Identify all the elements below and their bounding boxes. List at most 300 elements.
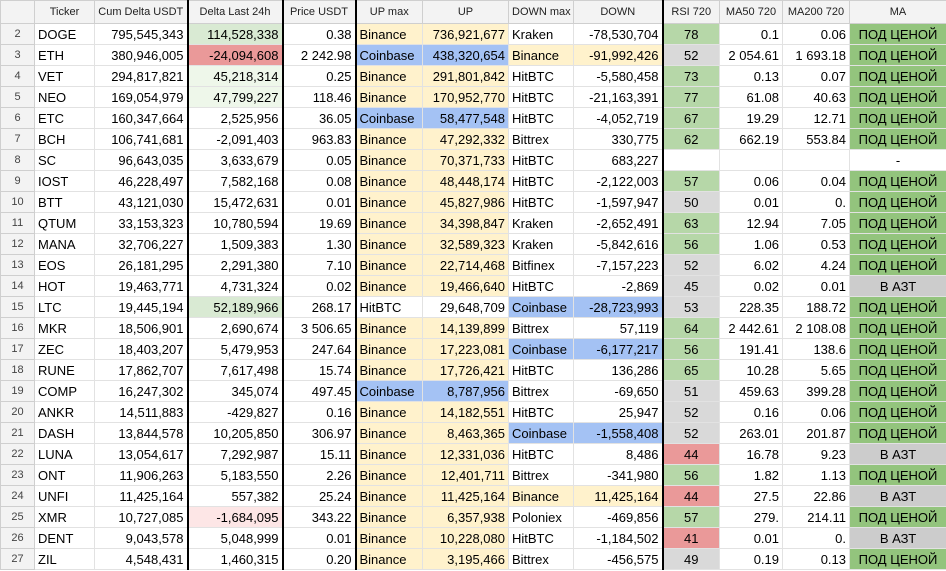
- cell-ma50[interactable]: 0.16: [720, 402, 783, 423]
- cell-ma200[interactable]: [783, 150, 850, 171]
- cell-up[interactable]: 12,331,036: [423, 444, 509, 465]
- cell-cum-delta[interactable]: 11,906,263: [95, 465, 188, 486]
- cell-up[interactable]: 10,228,080: [423, 528, 509, 549]
- cell-cum-delta[interactable]: 11,425,164: [95, 486, 188, 507]
- cell-down[interactable]: -5,580,458: [574, 66, 663, 87]
- cell-up[interactable]: 8,787,956: [423, 381, 509, 402]
- cell-delta-24h[interactable]: 1,460,315: [188, 549, 283, 570]
- column-header-down[interactable]: DOWN: [574, 1, 663, 24]
- cell-ma200[interactable]: 138.6: [783, 339, 850, 360]
- column-header-down-max[interactable]: DOWN max: [509, 1, 574, 24]
- row-number[interactable]: 5: [1, 87, 35, 108]
- cell-rsi[interactable]: 78: [663, 24, 720, 45]
- cell-ma50[interactable]: 10.28: [720, 360, 783, 381]
- cell-up[interactable]: 47,292,332: [423, 129, 509, 150]
- cell-ma[interactable]: ПОД ЦЕНОЙ: [850, 318, 946, 339]
- cell-cum-delta[interactable]: 169,054,979: [95, 87, 188, 108]
- cell-up-max[interactable]: Binance: [356, 255, 423, 276]
- cell-cum-delta[interactable]: 380,946,005: [95, 45, 188, 66]
- cell-ma[interactable]: ПОД ЦЕНОЙ: [850, 507, 946, 528]
- cell-up[interactable]: 17,223,081: [423, 339, 509, 360]
- cell-delta-24h[interactable]: 7,582,168: [188, 171, 283, 192]
- cell-ma50[interactable]: 0.01: [720, 528, 783, 549]
- cell-ma200[interactable]: 4.24: [783, 255, 850, 276]
- cell-ma200[interactable]: 214.11: [783, 507, 850, 528]
- cell-rsi[interactable]: 51: [663, 381, 720, 402]
- cell-down[interactable]: -2,652,491: [574, 213, 663, 234]
- cell-rsi[interactable]: 41: [663, 528, 720, 549]
- cell-rsi[interactable]: 63: [663, 213, 720, 234]
- cell-down[interactable]: -28,723,993: [574, 297, 663, 318]
- cell-rsi[interactable]: 53: [663, 297, 720, 318]
- cell-rsi[interactable]: 62: [663, 129, 720, 150]
- cell-ma200[interactable]: 1.13: [783, 465, 850, 486]
- cell-delta-24h[interactable]: -429,827: [188, 402, 283, 423]
- cell-down[interactable]: 683,227: [574, 150, 663, 171]
- cell-cum-delta[interactable]: 46,228,497: [95, 171, 188, 192]
- cell-delta-24h[interactable]: 5,048,999: [188, 528, 283, 549]
- cell-rsi[interactable]: 73: [663, 66, 720, 87]
- cell-ma50[interactable]: 228.35: [720, 297, 783, 318]
- cell-down-max[interactable]: Kraken: [509, 24, 574, 45]
- row-number[interactable]: 22: [1, 444, 35, 465]
- cell-up-max[interactable]: Binance: [356, 507, 423, 528]
- cell-ma200[interactable]: 0.: [783, 528, 850, 549]
- cell-up[interactable]: 14,139,899: [423, 318, 509, 339]
- cell-up-max[interactable]: Binance: [356, 213, 423, 234]
- cell-up-max[interactable]: Binance: [356, 192, 423, 213]
- cell-ma50[interactable]: 19.29: [720, 108, 783, 129]
- cell-ticker[interactable]: DASH: [35, 423, 95, 444]
- cell-down-max[interactable]: HitBTC: [509, 150, 574, 171]
- cell-ticker[interactable]: MKR: [35, 318, 95, 339]
- cell-up-max[interactable]: Binance: [356, 465, 423, 486]
- cell-ma[interactable]: -: [850, 150, 946, 171]
- cell-up-max[interactable]: Coinbase: [356, 108, 423, 129]
- cell-ma[interactable]: ПОД ЦЕНОЙ: [850, 234, 946, 255]
- cell-up-max[interactable]: Binance: [356, 66, 423, 87]
- cell-ma200[interactable]: 1 693.18: [783, 45, 850, 66]
- column-header-ma50[interactable]: MA50 720: [720, 1, 783, 24]
- cell-price[interactable]: 7.10: [283, 255, 356, 276]
- cell-down[interactable]: -1,184,502: [574, 528, 663, 549]
- cell-price[interactable]: 19.69: [283, 213, 356, 234]
- cell-ma50[interactable]: 27.5: [720, 486, 783, 507]
- cell-ma200[interactable]: 0.04: [783, 171, 850, 192]
- cell-ma[interactable]: ПОД ЦЕНОЙ: [850, 213, 946, 234]
- cell-ma50[interactable]: 0.1: [720, 24, 783, 45]
- cell-down[interactable]: 136,286: [574, 360, 663, 381]
- cell-up-max[interactable]: Binance: [356, 402, 423, 423]
- cell-ticker[interactable]: ETC: [35, 108, 95, 129]
- cell-ma50[interactable]: 0.06: [720, 171, 783, 192]
- cell-ma50[interactable]: 0.01: [720, 192, 783, 213]
- cell-price[interactable]: 247.64: [283, 339, 356, 360]
- cell-ticker[interactable]: BTT: [35, 192, 95, 213]
- cell-up-max[interactable]: Coinbase: [356, 381, 423, 402]
- cell-down-max[interactable]: Coinbase: [509, 297, 574, 318]
- cell-ticker[interactable]: SC: [35, 150, 95, 171]
- cell-ma[interactable]: ПОД ЦЕНОЙ: [850, 171, 946, 192]
- cell-ma50[interactable]: 459.63: [720, 381, 783, 402]
- row-number[interactable]: 25: [1, 507, 35, 528]
- cell-cum-delta[interactable]: 19,445,194: [95, 297, 188, 318]
- cell-down-max[interactable]: HitBTC: [509, 171, 574, 192]
- cell-ma50[interactable]: 16.78: [720, 444, 783, 465]
- cell-delta-24h[interactable]: -1,684,095: [188, 507, 283, 528]
- cell-down[interactable]: 25,947: [574, 402, 663, 423]
- cell-delta-24h[interactable]: 3,633,679: [188, 150, 283, 171]
- cell-price[interactable]: 3 506.65: [283, 318, 356, 339]
- cell-down[interactable]: -91,992,426: [574, 45, 663, 66]
- cell-rsi[interactable]: 44: [663, 486, 720, 507]
- cell-down-max[interactable]: Poloniex: [509, 507, 574, 528]
- cell-ma200[interactable]: 201.87: [783, 423, 850, 444]
- cell-price[interactable]: 2.26: [283, 465, 356, 486]
- cell-cum-delta[interactable]: 96,643,035: [95, 150, 188, 171]
- cell-rsi[interactable]: 44: [663, 444, 720, 465]
- cell-ma50[interactable]: 1.06: [720, 234, 783, 255]
- cell-rsi[interactable]: 50: [663, 192, 720, 213]
- cell-delta-24h[interactable]: -2,091,403: [188, 129, 283, 150]
- column-header-ticker[interactable]: Ticker: [35, 1, 95, 24]
- cell-ma[interactable]: ПОД ЦЕНОЙ: [850, 423, 946, 444]
- cell-down[interactable]: -1,597,947: [574, 192, 663, 213]
- cell-ma50[interactable]: [720, 150, 783, 171]
- cell-cum-delta[interactable]: 13,844,578: [95, 423, 188, 444]
- cell-ma[interactable]: В АЗТ: [850, 444, 946, 465]
- row-number[interactable]: 20: [1, 402, 35, 423]
- cell-down[interactable]: -7,157,223: [574, 255, 663, 276]
- cell-down-max[interactable]: HitBTC: [509, 192, 574, 213]
- cell-down[interactable]: -69,650: [574, 381, 663, 402]
- cell-down[interactable]: -341,980: [574, 465, 663, 486]
- cell-up-max[interactable]: Binance: [356, 87, 423, 108]
- cell-cum-delta[interactable]: 33,153,323: [95, 213, 188, 234]
- cell-ma200[interactable]: 7.05: [783, 213, 850, 234]
- cell-price[interactable]: 1.30: [283, 234, 356, 255]
- row-number[interactable]: 27: [1, 549, 35, 570]
- cell-delta-24h[interactable]: 52,189,966: [188, 297, 283, 318]
- cell-cum-delta[interactable]: 10,727,085: [95, 507, 188, 528]
- cell-ticker[interactable]: ETH: [35, 45, 95, 66]
- cell-ticker[interactable]: MANA: [35, 234, 95, 255]
- row-number[interactable]: 17: [1, 339, 35, 360]
- cell-ticker[interactable]: ONT: [35, 465, 95, 486]
- cell-up[interactable]: 17,726,421: [423, 360, 509, 381]
- cell-rsi[interactable]: 56: [663, 339, 720, 360]
- cell-cum-delta[interactable]: 9,043,578: [95, 528, 188, 549]
- cell-price[interactable]: 0.25: [283, 66, 356, 87]
- cell-ticker[interactable]: LUNA: [35, 444, 95, 465]
- cell-delta-24h[interactable]: 10,780,594: [188, 213, 283, 234]
- row-number[interactable]: 9: [1, 171, 35, 192]
- cell-ticker[interactable]: DENT: [35, 528, 95, 549]
- cell-price[interactable]: 0.20: [283, 549, 356, 570]
- column-header-cum-delta[interactable]: Cum Delta USDT: [95, 1, 188, 24]
- cell-ma50[interactable]: 662.19: [720, 129, 783, 150]
- cell-ma[interactable]: ПОД ЦЕНОЙ: [850, 87, 946, 108]
- cell-ticker[interactable]: HOT: [35, 276, 95, 297]
- cell-up-max[interactable]: Binance: [356, 24, 423, 45]
- cell-ticker[interactable]: XMR: [35, 507, 95, 528]
- cell-ma[interactable]: ПОД ЦЕНОЙ: [850, 108, 946, 129]
- cell-ma[interactable]: В АЗТ: [850, 276, 946, 297]
- cell-up-max[interactable]: Binance: [356, 549, 423, 570]
- cell-ma200[interactable]: 12.71: [783, 108, 850, 129]
- cell-ma[interactable]: ПОД ЦЕНОЙ: [850, 66, 946, 87]
- cell-rsi[interactable]: 52: [663, 255, 720, 276]
- cell-down-max[interactable]: Bittrex: [509, 129, 574, 150]
- corner-cell[interactable]: [1, 1, 35, 24]
- cell-down-max[interactable]: Bittrex: [509, 318, 574, 339]
- cell-up-max[interactable]: Binance: [356, 423, 423, 444]
- cell-down[interactable]: -469,856: [574, 507, 663, 528]
- cell-up[interactable]: 48,448,174: [423, 171, 509, 192]
- cell-price[interactable]: 0.16: [283, 402, 356, 423]
- cell-down-max[interactable]: HitBTC: [509, 444, 574, 465]
- cell-down[interactable]: -4,052,719: [574, 108, 663, 129]
- cell-delta-24h[interactable]: 7,292,987: [188, 444, 283, 465]
- cell-up[interactable]: 12,401,711: [423, 465, 509, 486]
- cell-price[interactable]: 25.24: [283, 486, 356, 507]
- cell-rsi[interactable]: 56: [663, 465, 720, 486]
- cell-rsi[interactable]: 49: [663, 549, 720, 570]
- cell-ticker[interactable]: UNFI: [35, 486, 95, 507]
- cell-price[interactable]: 268.17: [283, 297, 356, 318]
- cell-ma50[interactable]: 2 054.61: [720, 45, 783, 66]
- cell-down-max[interactable]: Bittrex: [509, 381, 574, 402]
- cell-ma200[interactable]: 2 108.08: [783, 318, 850, 339]
- cell-cum-delta[interactable]: 16,247,302: [95, 381, 188, 402]
- cell-price[interactable]: 0.02: [283, 276, 356, 297]
- cell-delta-24h[interactable]: 5,183,550: [188, 465, 283, 486]
- row-number[interactable]: 7: [1, 129, 35, 150]
- cell-up-max[interactable]: Binance: [356, 276, 423, 297]
- cell-down[interactable]: -78,530,704: [574, 24, 663, 45]
- cell-price[interactable]: 2 242.98: [283, 45, 356, 66]
- cell-down-max[interactable]: Bittrex: [509, 465, 574, 486]
- cell-up[interactable]: 170,952,770: [423, 87, 509, 108]
- row-number[interactable]: 10: [1, 192, 35, 213]
- cell-rsi[interactable]: 77: [663, 87, 720, 108]
- row-number[interactable]: 19: [1, 381, 35, 402]
- cell-delta-24h[interactable]: 2,525,956: [188, 108, 283, 129]
- cell-up[interactable]: 736,921,677: [423, 24, 509, 45]
- cell-delta-24h[interactable]: 1,509,383: [188, 234, 283, 255]
- cell-ticker[interactable]: DOGE: [35, 24, 95, 45]
- cell-ticker[interactable]: ANKR: [35, 402, 95, 423]
- cell-ma[interactable]: В АЗТ: [850, 486, 946, 507]
- row-number[interactable]: 4: [1, 66, 35, 87]
- cell-rsi[interactable]: [663, 150, 720, 171]
- cell-up-max[interactable]: Binance: [356, 150, 423, 171]
- row-number[interactable]: 24: [1, 486, 35, 507]
- cell-cum-delta[interactable]: 294,817,821: [95, 66, 188, 87]
- row-number[interactable]: 14: [1, 276, 35, 297]
- cell-delta-24h[interactable]: -24,094,608: [188, 45, 283, 66]
- cell-ma50[interactable]: 263.01: [720, 423, 783, 444]
- cell-ma[interactable]: ПОД ЦЕНОЙ: [850, 402, 946, 423]
- cell-cum-delta[interactable]: 43,121,030: [95, 192, 188, 213]
- cell-rsi[interactable]: 57: [663, 171, 720, 192]
- cell-down[interactable]: 8,486: [574, 444, 663, 465]
- cell-price[interactable]: 0.01: [283, 192, 356, 213]
- cell-up-max[interactable]: Binance: [356, 339, 423, 360]
- cell-price[interactable]: 306.97: [283, 423, 356, 444]
- cell-ma50[interactable]: 191.41: [720, 339, 783, 360]
- cell-ticker[interactable]: VET: [35, 66, 95, 87]
- cell-cum-delta[interactable]: 17,862,707: [95, 360, 188, 381]
- cell-cum-delta[interactable]: 160,347,664: [95, 108, 188, 129]
- cell-price[interactable]: 963.83: [283, 129, 356, 150]
- cell-ticker[interactable]: BCH: [35, 129, 95, 150]
- cell-down-max[interactable]: Kraken: [509, 213, 574, 234]
- cell-ma[interactable]: ПОД ЦЕНОЙ: [850, 255, 946, 276]
- cell-up-max[interactable]: Binance: [356, 528, 423, 549]
- cell-rsi[interactable]: 52: [663, 402, 720, 423]
- cell-down-max[interactable]: Kraken: [509, 234, 574, 255]
- cell-up[interactable]: 29,648,709: [423, 297, 509, 318]
- row-number[interactable]: 11: [1, 213, 35, 234]
- cell-ma50[interactable]: 12.94: [720, 213, 783, 234]
- column-header-price[interactable]: Price USDT: [283, 1, 356, 24]
- cell-cum-delta[interactable]: 106,741,681: [95, 129, 188, 150]
- cell-delta-24h[interactable]: 4,731,324: [188, 276, 283, 297]
- cell-down-max[interactable]: HitBTC: [509, 108, 574, 129]
- cell-down[interactable]: 330,775: [574, 129, 663, 150]
- cell-down[interactable]: -456,575: [574, 549, 663, 570]
- cell-ma200[interactable]: 0.06: [783, 402, 850, 423]
- cell-rsi[interactable]: 64: [663, 318, 720, 339]
- cell-down-max[interactable]: HitBTC: [509, 87, 574, 108]
- cell-up[interactable]: 45,827,986: [423, 192, 509, 213]
- cell-up-max[interactable]: Binance: [356, 234, 423, 255]
- cell-ma50[interactable]: 0.13: [720, 66, 783, 87]
- cell-up[interactable]: 19,466,640: [423, 276, 509, 297]
- cell-price[interactable]: 0.05: [283, 150, 356, 171]
- cell-price[interactable]: 36.05: [283, 108, 356, 129]
- cell-up-max[interactable]: Binance: [356, 486, 423, 507]
- cell-ma[interactable]: ПОД ЦЕНОЙ: [850, 24, 946, 45]
- cell-ma200[interactable]: 0.13: [783, 549, 850, 570]
- cell-cum-delta[interactable]: 19,463,771: [95, 276, 188, 297]
- cell-ticker[interactable]: LTC: [35, 297, 95, 318]
- cell-rsi[interactable]: 52: [663, 45, 720, 66]
- cell-delta-24h[interactable]: 5,479,953: [188, 339, 283, 360]
- cell-ma50[interactable]: 61.08: [720, 87, 783, 108]
- cell-up[interactable]: 3,195,466: [423, 549, 509, 570]
- cell-rsi[interactable]: 65: [663, 360, 720, 381]
- cell-delta-24h[interactable]: 2,291,380: [188, 255, 283, 276]
- row-number[interactable]: 21: [1, 423, 35, 444]
- column-header-up-max[interactable]: UP max: [356, 1, 423, 24]
- row-number[interactable]: 13: [1, 255, 35, 276]
- cell-ma50[interactable]: 0.02: [720, 276, 783, 297]
- cell-down-max[interactable]: Coinbase: [509, 339, 574, 360]
- cell-price[interactable]: 343.22: [283, 507, 356, 528]
- column-header-delta-24h[interactable]: Delta Last 24h: [188, 1, 283, 24]
- cell-down-max[interactable]: Bittrex: [509, 549, 574, 570]
- cell-down-max[interactable]: HitBTC: [509, 528, 574, 549]
- cell-cum-delta[interactable]: 18,403,207: [95, 339, 188, 360]
- cell-price[interactable]: 15.74: [283, 360, 356, 381]
- cell-price[interactable]: 497.45: [283, 381, 356, 402]
- cell-up[interactable]: 14,182,551: [423, 402, 509, 423]
- cell-cum-delta[interactable]: 13,054,617: [95, 444, 188, 465]
- cell-ma[interactable]: ПОД ЦЕНОЙ: [850, 549, 946, 570]
- row-number[interactable]: 26: [1, 528, 35, 549]
- cell-ma[interactable]: ПОД ЦЕНОЙ: [850, 297, 946, 318]
- cell-down[interactable]: -6,177,217: [574, 339, 663, 360]
- cell-down[interactable]: -21,163,391: [574, 87, 663, 108]
- cell-cum-delta[interactable]: 18,506,901: [95, 318, 188, 339]
- cell-up-max[interactable]: Binance: [356, 444, 423, 465]
- cell-up[interactable]: 6,357,938: [423, 507, 509, 528]
- cell-down-max[interactable]: Binance: [509, 486, 574, 507]
- cell-up[interactable]: 32,589,323: [423, 234, 509, 255]
- cell-delta-24h[interactable]: 345,074: [188, 381, 283, 402]
- cell-ma[interactable]: ПОД ЦЕНОЙ: [850, 465, 946, 486]
- cell-cum-delta[interactable]: 32,706,227: [95, 234, 188, 255]
- cell-rsi[interactable]: 57: [663, 507, 720, 528]
- cell-up[interactable]: 11,425,164: [423, 486, 509, 507]
- cell-price[interactable]: 0.38: [283, 24, 356, 45]
- cell-ticker[interactable]: COMP: [35, 381, 95, 402]
- cell-up-max[interactable]: Binance: [356, 129, 423, 150]
- cell-down-max[interactable]: HitBTC: [509, 66, 574, 87]
- cell-price[interactable]: 118.46: [283, 87, 356, 108]
- cell-down[interactable]: -2,122,003: [574, 171, 663, 192]
- cell-ma200[interactable]: 188.72: [783, 297, 850, 318]
- cell-delta-24h[interactable]: 45,218,314: [188, 66, 283, 87]
- cell-delta-24h[interactable]: 15,472,631: [188, 192, 283, 213]
- cell-up-max[interactable]: HitBTC: [356, 297, 423, 318]
- cell-rsi[interactable]: 52: [663, 423, 720, 444]
- column-header-rsi[interactable]: RSI 720: [663, 1, 720, 24]
- cell-down-max[interactable]: HitBTC: [509, 402, 574, 423]
- cell-up[interactable]: 22,714,468: [423, 255, 509, 276]
- row-number[interactable]: 16: [1, 318, 35, 339]
- cell-ma50[interactable]: 6.02: [720, 255, 783, 276]
- cell-ticker[interactable]: ZIL: [35, 549, 95, 570]
- cell-ma200[interactable]: 553.84: [783, 129, 850, 150]
- cell-ma200[interactable]: 399.28: [783, 381, 850, 402]
- cell-delta-24h[interactable]: 114,528,338: [188, 24, 283, 45]
- cell-ma200[interactable]: 40.63: [783, 87, 850, 108]
- cell-ma[interactable]: ПОД ЦЕНОЙ: [850, 45, 946, 66]
- cell-ma[interactable]: ПОД ЦЕНОЙ: [850, 129, 946, 150]
- cell-up[interactable]: 291,801,842: [423, 66, 509, 87]
- cell-ma200[interactable]: 5.65: [783, 360, 850, 381]
- cell-down[interactable]: 11,425,164: [574, 486, 663, 507]
- cell-down[interactable]: -1,558,408: [574, 423, 663, 444]
- cell-ticker[interactable]: IOST: [35, 171, 95, 192]
- row-number[interactable]: 8: [1, 150, 35, 171]
- cell-ma200[interactable]: 0.07: [783, 66, 850, 87]
- cell-delta-24h[interactable]: 2,690,674: [188, 318, 283, 339]
- cell-delta-24h[interactable]: 47,799,227: [188, 87, 283, 108]
- cell-cum-delta[interactable]: 795,545,343: [95, 24, 188, 45]
- column-header-ma[interactable]: MA: [850, 1, 946, 24]
- row-number[interactable]: 12: [1, 234, 35, 255]
- cell-ma200[interactable]: 0.01: [783, 276, 850, 297]
- cell-down-max[interactable]: Coinbase: [509, 423, 574, 444]
- cell-up[interactable]: 70,371,733: [423, 150, 509, 171]
- row-number[interactable]: 18: [1, 360, 35, 381]
- cell-ticker[interactable]: EOS: [35, 255, 95, 276]
- cell-price[interactable]: 0.01: [283, 528, 356, 549]
